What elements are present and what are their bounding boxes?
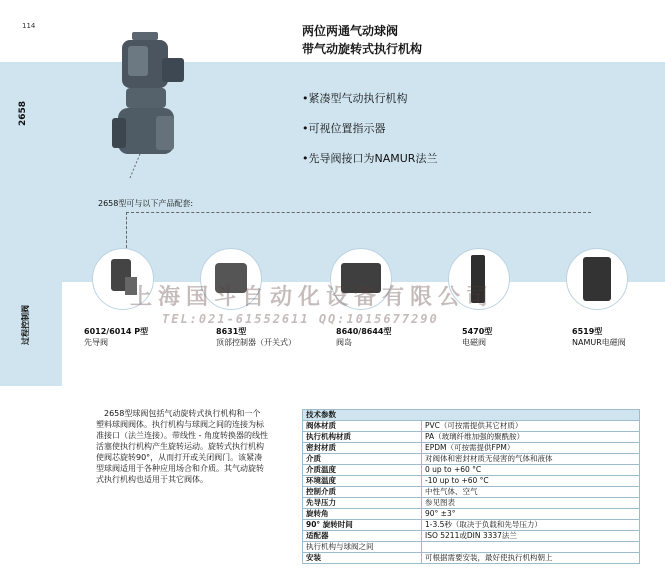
connector-line (126, 212, 127, 248)
spec-key: 环境温度 (303, 476, 422, 487)
product-name: 先导阀 (84, 338, 108, 347)
spec-key: 介质 (303, 454, 422, 465)
table-row (303, 553, 640, 564)
spec-key: 安装 (303, 553, 422, 564)
title-line-1: 两位两通气动球阀 (302, 24, 399, 38)
product-model: 8631型 (216, 327, 247, 336)
product-model: 6012/6014 P型 (84, 327, 149, 336)
spec-key: 适配器 (303, 531, 422, 542)
spec-key: 执行机构材质 (303, 432, 422, 443)
table-row (303, 432, 640, 443)
watermark-contact: TEL:021-61552611 QQ:1015677290 (162, 312, 439, 326)
spec-key: 密封材质 (303, 443, 422, 454)
spec-value: -10 up to +60 °C (422, 476, 640, 487)
table-row (303, 531, 640, 542)
table-row (303, 465, 640, 476)
spec-value: ISO 5211或DIN 3337法兰 (422, 531, 640, 542)
product-name: 顶部控制器（开关式） (216, 338, 296, 347)
spec-value (422, 542, 640, 553)
product-name: 电磁阀 (462, 338, 486, 347)
feature-item: • 紧凑型气动执行机构 (302, 84, 437, 114)
product-8640 (336, 326, 391, 348)
specs-header: 技术参数 (303, 410, 640, 421)
table-row (303, 509, 640, 520)
specs-header-row (303, 410, 640, 421)
product-8631 (216, 326, 296, 348)
watermark-company: 上海国斗自动化设备有限公司 (130, 284, 495, 310)
sidebar-code: 2658 (18, 100, 28, 126)
product-description: 2658型球阀包括气动旋转式执行机构和一个塑料球阀阀体。执行机构与球阀之间的连接为标准接口（法兰连接）。带线性 - 角度转换器的线性活塞使执行机构产生旋转运动。旋转式执行机构使阀芯旋转90°，从而打开或关闭阀门。该紧凑型球阀适用于各种应用场合和介质。其气动旋转式执行机构也适用于其它阀体。 (96, 409, 268, 484)
product-image-6519 (566, 248, 628, 310)
spec-value: PA（玻璃纤维加强的聚酰胺） (422, 432, 640, 443)
spec-value: 1-3.5秒（取决于负载和先导压力） (422, 520, 640, 531)
spec-value: 可根据需要安装，最好使执行机构朝上 (422, 553, 640, 564)
table-row (303, 498, 640, 509)
spec-value: 90° ±3° (422, 509, 640, 520)
product-6012 (84, 326, 148, 348)
spec-key: 介质温度 (303, 465, 422, 476)
spec-value: EPDM（可按需提供FPM） (422, 443, 640, 454)
table-row (303, 443, 640, 454)
product-model: 6519型 (572, 327, 603, 336)
sidebar-category: 过程控制阀 (21, 305, 30, 345)
table-row (303, 542, 640, 553)
sidebar-band (0, 62, 62, 386)
spec-value: 0 up to +60 °C (422, 465, 640, 476)
product-model: 8640/8644型 (336, 327, 392, 336)
product-name: NAMUR电磁阀 (572, 338, 626, 347)
page-number: 114 (22, 22, 36, 30)
spec-key: 旋转角 (303, 509, 422, 520)
table-row (303, 454, 640, 465)
spec-key: 控制介质 (303, 487, 422, 498)
spec-key: 90° 旋转时间 (303, 520, 422, 531)
product-model: 5470型 (462, 327, 493, 336)
ball-valve-image (112, 28, 192, 178)
compatible-intro: 2658型可与以下产品配套: (98, 199, 194, 208)
title-line-2: 带气动旋转式执行机构 (302, 42, 423, 56)
spec-value: 中性气体、空气 (422, 487, 640, 498)
spec-key: 先导压力 (303, 498, 422, 509)
spec-value: 参见图表 (422, 498, 640, 509)
connector-line (126, 212, 591, 213)
product-name: 阀岛 (336, 338, 352, 347)
specs-table (302, 409, 640, 564)
spec-value: 对阀体和密封材质无侵害的气体和液体 (422, 454, 640, 465)
table-row (303, 476, 640, 487)
product-5470 (462, 326, 492, 348)
spec-value: PVC（可按需提供其它材质） (422, 421, 640, 432)
feature-list (302, 84, 437, 174)
spec-key: 阀体材质 (303, 421, 422, 432)
table-row (303, 487, 640, 498)
table-row (303, 421, 640, 432)
page-title (302, 22, 422, 58)
product-6519 (572, 326, 626, 348)
feature-item: • 可视位置指示器 (302, 114, 437, 144)
feature-item: • 先导阀接口为NAMUR法兰 (302, 144, 437, 174)
spec-key: 执行机构与球阀之间 (303, 542, 422, 553)
band-curve (62, 62, 102, 282)
table-row (303, 520, 640, 531)
